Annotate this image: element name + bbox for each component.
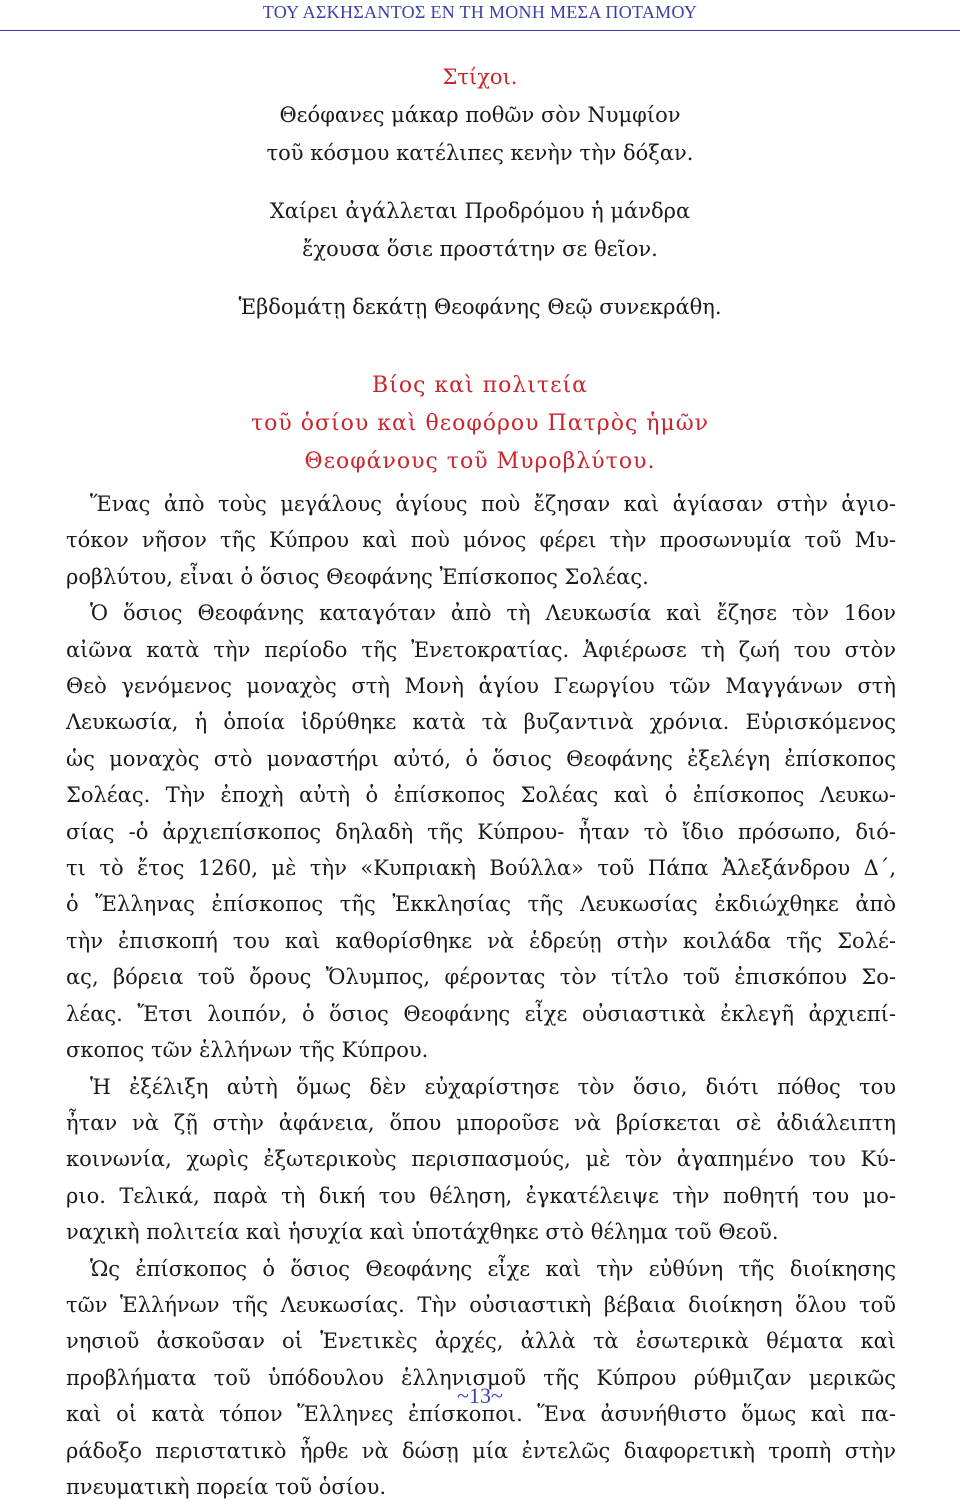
paragraph-line: Σολέας. Τὴν ἐποχὴ αὐτὴ ὁ ἐπίσκοπος Σολέας καὶ ὁ ἐπίσκοπος Λευκω-: [66, 783, 896, 808]
paragraph-line: Θεὸ γενόμενος μοναχὸς στὴ Μονὴ ἁγίου Γεωργίου τῶν Μαγγάνων στὴ: [66, 674, 896, 699]
paragraph-line: Λευκωσία, ἡ ὁποία ἱδρύθηκε κατὰ τὰ βυζαντινὰ χρόνια. Εὑρισκόμενος: [66, 710, 896, 735]
paragraph-line: σκοπος τῶν ἑλλήνων τῆς Κύπρου.: [66, 1038, 429, 1063]
paragraph-line: ἦταν νὰ ζῇ στὴν ἀφάνεια, ὅπου μποροῦσε νὰ βρίσκεται σὲ ἀδιάλειπτη: [66, 1110, 896, 1135]
paragraph-line: ας, βόρεια τοῦ ὄρους Ὄλυμπος, φέροντας τὸν τίτλο τοῦ ἐπισκόπου Σο-: [66, 965, 896, 990]
verses-block: [0, 58, 960, 326]
paragraph-line: Ἕνας ἀπὸ τοὺς μεγάλους ἁγίους ποὺ ἔζησαν καὶ ἁγίασαν στὴν ἁγιο-: [90, 492, 896, 516]
paragraph-line: λέας. Ἔτσι λοιπόν, ὁ ὅσιος Θεοφάνης εἶχε οὐσιαστικὰ ἐκλεγῆ ἀρχιεπί-: [66, 1001, 896, 1026]
paragraph-line: τόκον νῆσον τῆς Κύπρου καὶ ποὺ μόνος φέρει τὴν προσωνυμία τοῦ Μυ-: [66, 528, 896, 553]
paragraph-line: ὁ Ἕλληνας ἐπίσκοπος τῆς Ἐκκλησίας τῆς Λευκωσίας ἐκδιώχθηκε ἀπὸ: [66, 892, 896, 917]
paragraph-line: προβλήματα τοῦ ὑπόδουλου ἑλληνισμοῦ τῆς Κύπρου ρύθμιζαν μερικῶς: [66, 1365, 896, 1390]
verse-line: Χαίρει ἀγάλλεται Προδρόμου ἡ μάνδρα: [269, 199, 691, 223]
life-title-line: Θεοφάνους τοῦ Μυροβλύτου.: [304, 449, 656, 474]
life-title: [0, 367, 960, 481]
paragraph-line: Ὡς ἐπίσκοπος ὁ ὅσιος Θεοφάνης εἶχε καὶ τὴν εὐθύνη τῆς διοίκησης: [90, 1256, 896, 1281]
paragraph-line: νησιοῦ ἀσκοῦσαν οἱ Ἐνετικὲς ἀρχές, ἀλλὰ τὰ ἐσωτερικὰ θέματα καὶ: [66, 1329, 896, 1354]
paragraph-line: αἰῶνα κατὰ τὴν περίοδο τῆς Ἐνετοκρατίας. Ἀφιέρωσε τὴ ζωή του στὸν: [66, 637, 896, 662]
verses-heading: Στίχοι.: [442, 65, 518, 89]
paragraph-line: κοινωνία, χωρὶς ἐξωτερικοὺς περισπασμούς, μὲ τὸν ἀγαπημένο του Κύ-: [66, 1147, 896, 1172]
running-header: ΤΟΥ ΑΣΚΗΣΑΝΤΟΣ ΕΝ ΤΗ ΜΟΝΗ ΜΕΣΑ ΠΟΤΑΜΟΥ: [262, 2, 698, 22]
paragraph-line: ναχικὴ πολιτεία καὶ ἡσυχία καὶ ὑποτάχθηκε στὸ θέλημα τοῦ Θεοῦ.: [66, 1220, 779, 1245]
paragraph-line: ροβλύτου, εἶναι ὁ ὅσιος Θεοφάνης Ἐπίσκοπος Σολέας.: [66, 564, 649, 589]
page-number: ~13~: [457, 1383, 503, 1408]
paragraph-line: τι τὸ ἔτος 1260, μὲ τὴν «Κυπριακὴ Βούλλα» τοῦ Πάπα Ἀλεξάνδρου Δ΄,: [66, 856, 896, 881]
life-title-line: Βίος καὶ πολιτεία: [372, 373, 588, 398]
paragraph-line: ράδοξο περιστατικὸ ἦρθε νὰ δώσῃ μία ἐντελῶς διαφορετικὴ τροπὴ στὴν: [66, 1438, 896, 1463]
verse-line: ἔχουσα ὅσιε προστάτην σε θεῖον.: [302, 237, 658, 261]
verse-line: τοῦ κόσμου κατέλιπες κενὴν τὴν δόξαν.: [266, 141, 694, 165]
body-text: [66, 486, 896, 1505]
paragraph-line: τῶν Ἑλλήνων τῆς Λευκωσίας. Τὴν οὐσιαστικὴ βέβαια διοίκηση ὅλου τοῦ: [66, 1292, 896, 1317]
header-rule: [0, 30, 960, 31]
paragraph-line: τὴν ἐπισκοπή του καὶ καθορίσθηκε νὰ ἑδρεύῃ στὴν κοιλάδα τῆς Σολέ-: [66, 928, 896, 953]
verse-line: Θεόφανες μάκαρ ποθῶν σὸν Νυμφίον: [279, 103, 681, 127]
verse-line: Ἑβδομάτῃ δεκάτῃ Θεοφάνης Θεῷ συνεκράθη.: [238, 295, 722, 319]
paragraph-line: ριο. Τελικά, παρὰ τὴ δική του θέληση, ἐγκατέλειψε τὴν ποθητή του μο-: [66, 1183, 896, 1208]
paragraph-line: σίας -ὁ ἀρχιεπίσκοπος δηλαδὴ τῆς Κύπρου- ἦταν τὸ ἴδιο πρόσωπο, διό-: [66, 819, 896, 844]
paragraph-line: ὡς μοναχὸς στὸ μοναστήρι αὐτό, ὁ ὅσιος Θεοφάνης ἐξελέγη ἐπίσκοπος: [66, 746, 896, 771]
paragraph-line: Ἡ ἐξέλιξη αὐτὴ ὅμως δὲν εὐχαρίστησε τὸν ὅσιο, διότι πόθος του: [90, 1074, 896, 1099]
life-title-line: τοῦ ὁσίου καὶ θεοφόρου Πατρὸς ἡμῶν: [250, 411, 710, 436]
paragraph-line: πνευματικὴ πορεία τοῦ ὁσίου.: [66, 1474, 387, 1499]
paragraph-line: καὶ οἱ κατὰ τόπον Ἕλληνες ἐπίσκοποι. Ἕνα ἀσυνήθιστο ὅμως καὶ πα-: [66, 1402, 896, 1427]
paragraph-line: Ὁ ὅσιος Θεοφάνης καταγόταν ἀπὸ τὴ Λευκωσία καὶ ἔζησε τὸν 16ον: [90, 601, 896, 626]
